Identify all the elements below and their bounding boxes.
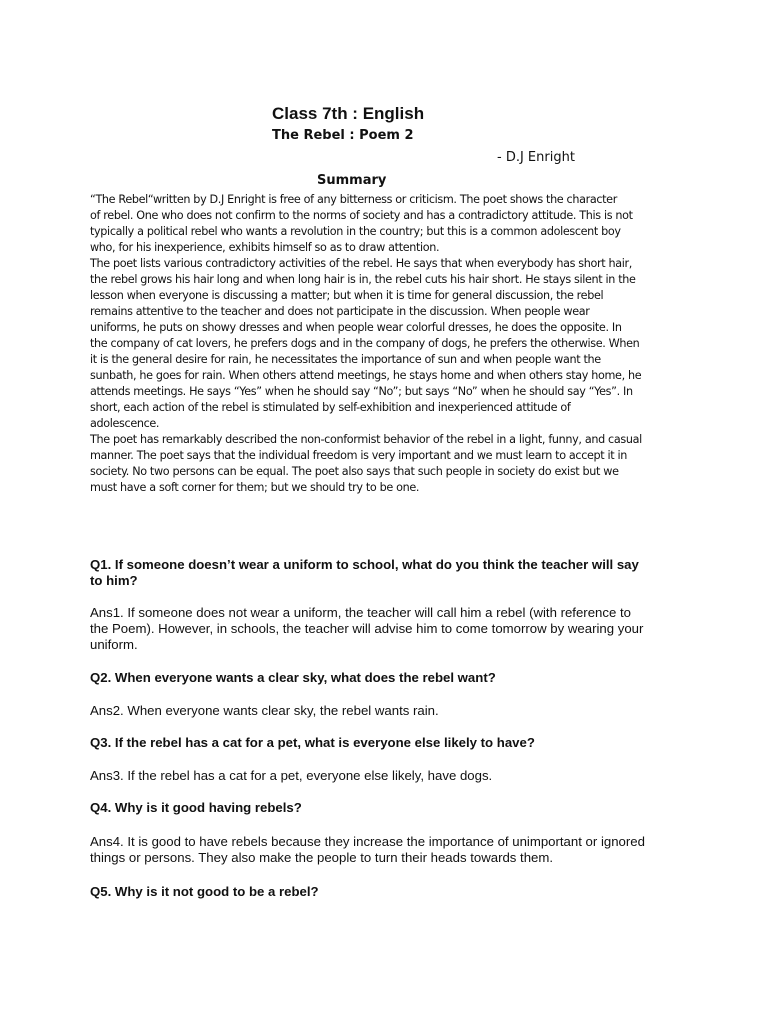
summary-line: The poet has remarkably described the non-conformist behavior of the rebel in a light, funny, and casual xyxy=(90,433,642,446)
answer-4 xyxy=(90,834,690,866)
poem-title: The Rebel : Poem 2 xyxy=(272,128,414,143)
question-line: to him? xyxy=(90,573,138,588)
summary-line: typically a political rebel who wants a revolution in the country; but this is a common adolescent boy xyxy=(90,225,621,238)
answer-line: Ans3. If the rebel has a cat for a pet, everyone else likely, have dogs. xyxy=(90,768,493,783)
question-line: Q5. Why is it not good to be a rebel? xyxy=(90,884,319,899)
question-5 xyxy=(90,884,690,900)
question-line: Q3. If the rebel has a cat for a pet, what is everyone else likely to have? xyxy=(90,735,535,750)
question-3 xyxy=(90,735,690,751)
summary-line: sunbath, he goes for rain. When others attend meetings, he stays home and when others stay home, he xyxy=(90,369,642,382)
answer-1 xyxy=(90,605,690,653)
summary-line: must have a soft corner for them; but we should try to be one. xyxy=(90,481,420,494)
question-line: Q2. When everyone wants a clear sky, what does the rebel want? xyxy=(90,670,496,685)
summary-line: the rebel grows his hair long and when long hair is in, the rebel cuts his hair short. He stays silent in the xyxy=(90,273,636,286)
answer-3 xyxy=(90,768,690,784)
summary-line: who, for his inexperience, exhibits himself so as to draw attention. xyxy=(90,241,440,254)
summary-line: it is the general desire for rain, he necessitates the importance of sun and when people want the xyxy=(90,353,601,366)
question-line: Q1. If someone doesn’t wear a uniform to school, what do you think the teacher will say xyxy=(90,557,639,572)
summary-line: attends meetings. He says “Yes” when he should say “No”; but says “No” when he should say “Yes”. In xyxy=(90,385,633,398)
summary-line: lesson when everyone is discussing a matter; but when it is time for general discussion, the rebel xyxy=(90,289,604,302)
summary-line: uniforms, he puts on showy dresses and when people wear colorful dresses, he does the opposite. In xyxy=(90,321,622,334)
answer-line: Ans4. It is good to have rebels because they increase the importance of unimportant or ignored xyxy=(90,834,645,849)
summary-line: adolescence. xyxy=(90,417,160,430)
summary-line: short, each action of the rebel is stimulated by self-exhibition and inexperienced attitude of xyxy=(90,401,571,414)
summary-line: society. No two persons can be equal. The poet also says that such people in society do exist but we xyxy=(90,465,619,478)
author-line: - D.J Enright xyxy=(497,150,575,165)
question-2 xyxy=(90,670,690,686)
answer-line: Ans2. When everyone wants clear sky, the rebel wants rain. xyxy=(90,703,439,718)
summary-line: the company of cat lovers, he prefers dogs and in the company of dogs, he prefers the otherwise. When xyxy=(90,337,640,350)
answer-2 xyxy=(90,703,690,719)
question-4 xyxy=(90,800,690,816)
summary-line: The poet lists various contradictory activities of the rebel. He says that when everybody has short hair, xyxy=(90,257,632,270)
page-title: Class 7th : English xyxy=(272,104,425,123)
answer-line: Ans1. If someone does not wear a uniform, the teacher will call him a rebel (with reference to xyxy=(90,605,631,620)
summary-line: manner. The poet says that the individual freedom is very important and we must learn to accept it in xyxy=(90,449,628,462)
summary-heading: Summary xyxy=(317,173,387,188)
summary-line: “The Rebel“written by D.J Enright is free of any bitterness or criticism. The poet shows the character xyxy=(90,193,617,206)
summary-line: of rebel. One who does not confirm to the norms of society and has a contradictory attitude. This is not xyxy=(90,209,633,222)
question-1 xyxy=(90,557,690,589)
answer-line: uniform. xyxy=(90,637,138,652)
answer-line: things or persons. They also make the people to turn their heads towards them. xyxy=(90,850,554,865)
summary-line: remains attentive to the teacher and does not participate in the discussion. When people wear xyxy=(90,305,590,318)
answer-line: the Poem). However, in schools, the teacher will advise him to come tomorrow by wearing your xyxy=(90,621,644,636)
question-line: Q4. Why is it good having rebels? xyxy=(90,800,302,815)
summary-body xyxy=(90,192,682,496)
